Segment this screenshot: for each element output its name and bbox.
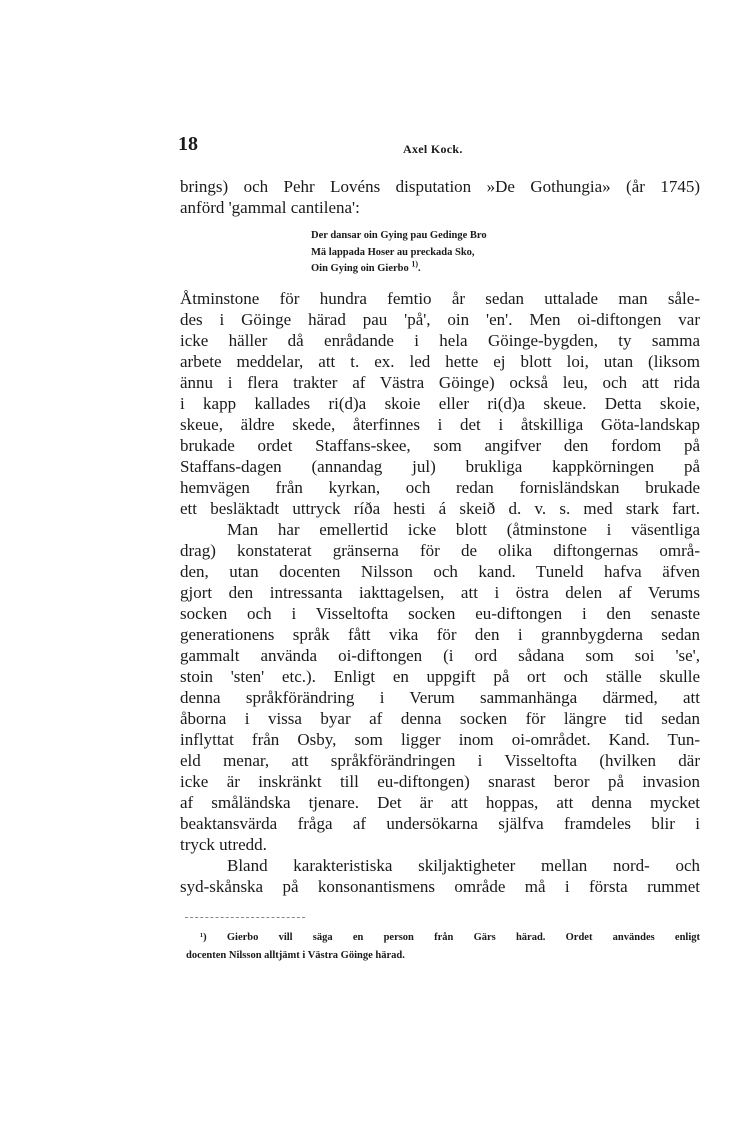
text-line: ännu i flera trakter af Västra Göinge) också leu, och att rida [180,373,700,392]
text-line: inflyttat från Osby, som ligger inom oi-området. Kand. Tun- [180,730,700,749]
verse-line: Mä lappada Hoser au preckada Sko, [311,246,475,258]
verse-quotation [311,228,487,278]
footnote-marker: 1) [411,259,419,269]
text-line: stoin 'sten' etc.). Enligt en uppgift på ort och ställe skulle [180,667,700,686]
footnote-line: docenten Nilsson alltjämt i Västra Göinge härad. [186,950,405,961]
text-line: brings) och Pehr Lovéns disputation »De Gothungia» (år 1745) [180,177,700,196]
text-line: gammalt använda oi-diftongen (i ord sådana som soi 'se', [180,646,700,665]
main-paragraphs [180,288,700,897]
verse-line-text: Oin Gying oin Gierbo [311,263,409,274]
text-line: generationens språk fått vika för den i grannbygderna sedan [180,625,700,644]
text-line: Bland karakteristiska skiljaktigheter mellan nord- och [227,856,700,875]
footnotes [186,929,700,965]
text-line: Åtminstone för hundra femtio år sedan uttalade man såle- [180,289,700,308]
text-line: beaktansvärda fråga af undersökarna själfva framdeles blir i [180,814,700,833]
text-line: af småländska tjenare. Det är att hoppas, att denna mycket [180,793,700,812]
text-line: anförd 'gammal cantilena': [180,198,360,217]
text-line: Man har emellertid icke blott (åtminstone i väsentliga [227,520,700,539]
text-line: gjort den intressanta iakttagelsen, att i östra delen af Verums [180,583,700,602]
verse-line: Oin Gying oin Gierbo $^{1)}$. [311,259,421,274]
verse-line: Der dansar oin Gying pau Gedinge Bro [311,230,487,241]
text-line: Staffans-dagen (annandag jul) brukliga kappkörningen på [180,457,700,476]
page-number: 18 [178,133,198,155]
text-line: åborna i vissa byar af denna socken för längre tid sedan [180,709,700,728]
text-line: hemvägen från kyrkan, och redan fornisländskan brukade [180,478,700,497]
text-line: denna språkförändring i Verum sammanhänga därmed, att [180,688,700,707]
text-line: ett besläktadt uttryck ríða hesti á skeið d. v. s. med stark fart. [180,499,700,518]
text-line: tryck utredd. [180,835,267,854]
text-line: den, utan docenten Nilsson och kand. Tuneld hafva äfven [180,562,700,581]
text-line: icke är inskränkt till eu-diftongen) snarast beror på invasion [180,772,700,791]
text-line: i kapp kallades ri(d)a skoie eller ri(d)a skeue. Detta skoie, [180,394,700,413]
text-line: icke häller då enrådande i hela Göinge-bygden, ty samma [180,331,700,350]
text-line: des i Göinge härad pau 'på', oin 'en'. Men oi-diftongen var [180,310,700,329]
footnote-line: ¹) Gierbo vill säga en person från Gärs härad. Ordet användes enligt [200,932,700,943]
footnote-rule [185,917,305,918]
running-head: Axel Kock. [403,142,463,156]
text-line: socken och i Visseltofta socken eu-diftongen i den senaste [180,604,700,623]
text-line: eld menar, att språkförändringen i Visseltofta (hvilken där [180,751,700,770]
text-line: skeue, äldre skede, återfinnes i det i åtskilliga Göta-landskap [180,415,700,434]
text-line: syd-skånska på konsonantismens område må i första rummet [180,877,700,896]
text-line: drag) konstaterat gränserna för de olika diftongernas områ- [180,541,700,560]
text-line: arbete meddelar, att t. ex. led hette ej blott loi, utan (liksom [180,352,700,371]
intro-paragraph [180,176,700,218]
text-line: brukade ordet Staffans-skee, som angifver den fordom på [180,436,700,455]
